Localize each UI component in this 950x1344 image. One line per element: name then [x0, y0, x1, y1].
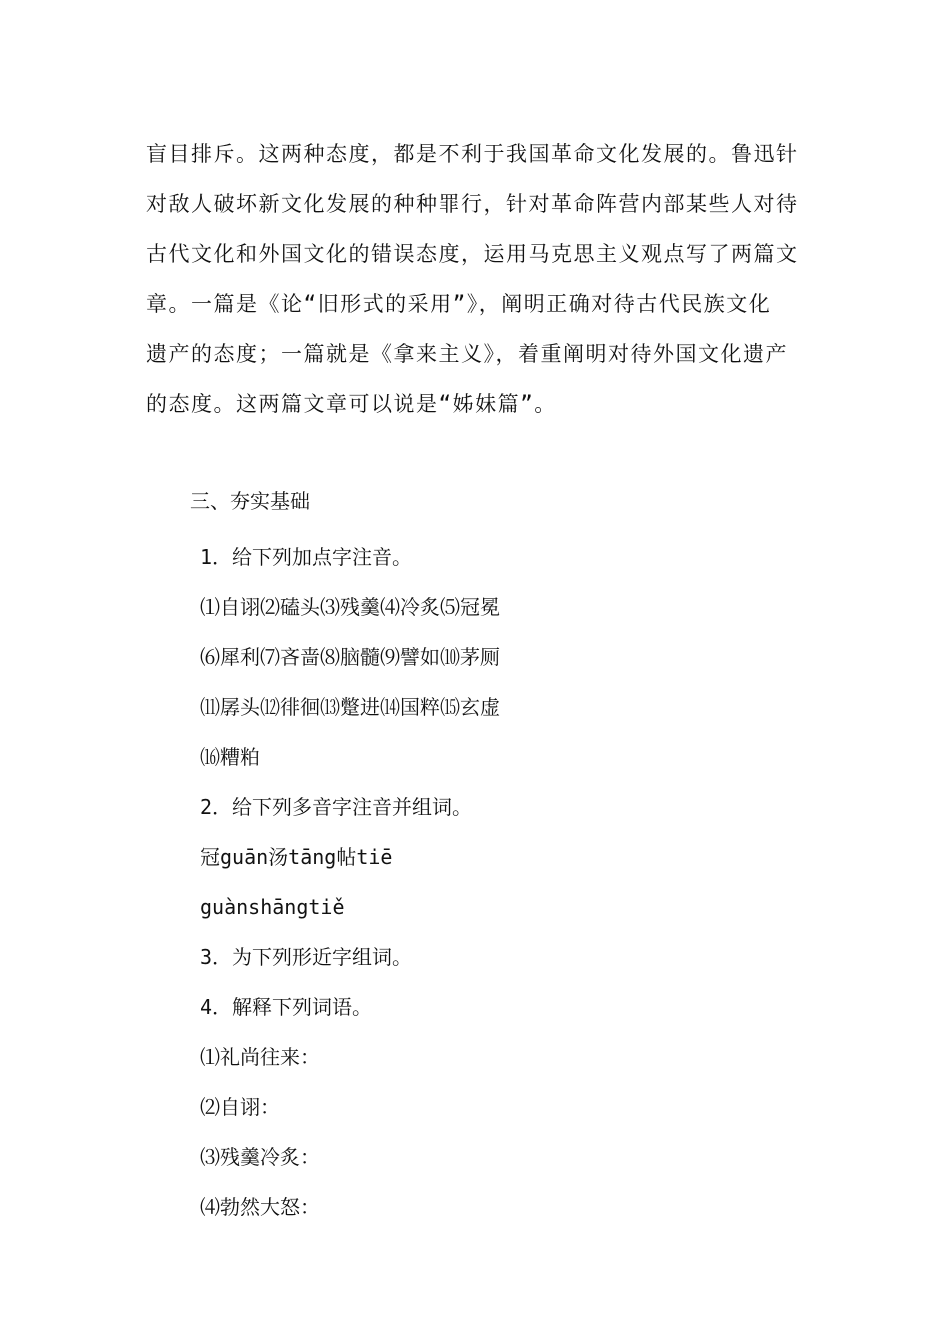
exercise-line: 2．给下列多音字注音并组词。 — [200, 795, 473, 819]
exercise-list — [200, 532, 800, 1232]
paragraph-line: 遗产的态度；一篇就是《拿来主义》，着重阐明对待外国文化遗产 — [146, 342, 788, 366]
exercise-line: ⑴自诩⑵磕头⑶残羹⑷冷炙⑸冠冕 — [200, 595, 500, 619]
exercise-line: guànshāngtiě — [200, 895, 345, 919]
intro-paragraph — [146, 129, 810, 429]
exercise-line: 冠guān汤tāng帖tiē — [200, 845, 393, 869]
exercise-line: 1．给下列加点字注音。 — [200, 545, 413, 569]
paragraph-line: 盲目排斥。这两种态度，都是不利于我国革命文化发展的。鲁迅针 — [146, 142, 799, 166]
paragraph-line: 章。一篇是《论“旧形式的采用”》，阐明正确对待古代民族文化 — [146, 292, 772, 316]
exercise-line: 3．为下列形近字组词。 — [200, 945, 413, 969]
section-heading: 三、夯实基础 — [190, 489, 310, 513]
exercise-line: ⑵自诩： — [200, 1095, 280, 1119]
exercise-line: ⒃糟粕 — [200, 745, 260, 769]
exercise-line: ⑾孱头⑿徘徊⒀蹩进⒁国粹⒂玄虚 — [200, 695, 500, 719]
exercise-line: 4．解释下列词语。 — [200, 995, 373, 1019]
paragraph-line: 对敌人破坏新文化发展的种种罪行，针对革命阵营内部某些人对待 — [146, 192, 799, 216]
paragraph-line: 古代文化和外国文化的错误态度，运用马克思主义观点写了两篇文 — [146, 242, 799, 266]
exercise-line: ⑹犀利⑺吝啬⑻脑髓⑼譬如⑽茅厕 — [200, 645, 500, 669]
exercise-line: ⑴礼尚往来： — [200, 1045, 320, 1069]
paragraph-line: 的态度。这两篇文章可以说是“姊妹篇”。 — [146, 392, 557, 416]
exercise-line: ⑶残羹冷炙： — [200, 1145, 320, 1169]
exercise-line: ⑷勃然大怒： — [200, 1195, 320, 1219]
